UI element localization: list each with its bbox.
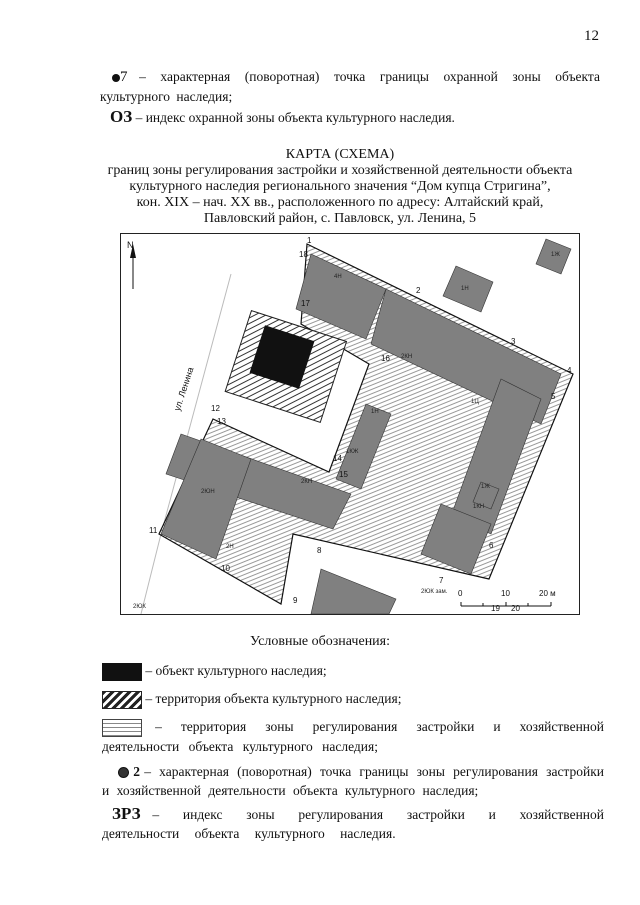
building-label: 1Ц (471, 399, 479, 405)
legend-item-2-text: – территория объекта культурного наследия; (145, 691, 402, 706)
site-map (120, 233, 580, 615)
map-point-label: 7 (439, 576, 444, 585)
building-label: 1КЖ (346, 449, 359, 455)
legend-item-4-text: – характерная (поворотная) точка границы зоны регулирования застройки и хозяйственной деятельности объекта культурного наследия; (102, 764, 605, 798)
scale-label-10: 10 (501, 589, 510, 598)
building-label: 2КН (401, 354, 413, 360)
map-point-label: 8 (317, 546, 322, 555)
map-point-label: 19 (491, 604, 500, 613)
building-label: 2ЮК (133, 604, 146, 610)
map-title (60, 147, 620, 227)
building-label: 1Ж (551, 252, 560, 258)
territory-swatch-icon (102, 691, 142, 709)
map-svg (121, 234, 579, 614)
scale-label-0: 0 (458, 589, 463, 598)
map-point-label: 20 (511, 604, 520, 613)
map-point-label: 3 (511, 337, 516, 346)
north-label: N (127, 240, 134, 250)
point-text: – характерная (поворотная) точка границы охранной зоны объекта культурного наследия; (100, 69, 600, 104)
map-point-label: 12 (211, 404, 220, 413)
map-point-label: 14 (333, 454, 342, 463)
legend-point-number: 2 (133, 764, 140, 779)
legend-item-object (102, 661, 612, 681)
map-point-label: 4 (567, 366, 572, 375)
point-number: 7 (120, 69, 128, 85)
building (311, 569, 396, 614)
oz-index-legend (110, 107, 610, 127)
map-point-label: 13 (217, 417, 226, 426)
building-label: 1КН (473, 504, 485, 510)
map-point-label: 5 (551, 392, 556, 401)
oz-index: ОЗ (110, 107, 133, 126)
title-line-2: границ зоны регулирования застройки и хозяйственной деятельности объекта (107, 163, 573, 178)
building-label: 2КН (301, 479, 313, 485)
building-label: 2ЮК зам. (421, 589, 448, 595)
legend-item-1-text: – объект культурного наследия; (145, 663, 327, 678)
map-point-label: 1 (307, 236, 312, 245)
building-label: 1Н (461, 286, 469, 292)
building-label: 1Ж (481, 484, 490, 490)
map-point-label: 2 (416, 286, 421, 295)
title-line-4: кон. XIX – нач. XX вв., расположенного по адресу: Алтайский край, (136, 195, 544, 210)
legend-item-zrz (102, 804, 604, 843)
oz-point-legend (100, 67, 600, 106)
map-point-label: 9 (293, 596, 298, 605)
oz-text: – индекс охранной зоны объекта культурного наследия. (135, 110, 455, 125)
zone-swatch-icon (102, 719, 142, 737)
map-point-label: 6 (489, 541, 494, 550)
street-label: ул. Ленина (171, 365, 196, 413)
map-point-label: 17 (301, 299, 310, 308)
map-point-label: 10 (221, 564, 230, 573)
map-point-label: 18 (299, 250, 308, 259)
legend-item-zone (102, 717, 604, 756)
map-point-label: 11 (149, 526, 158, 535)
building-label: 2Н (226, 544, 234, 550)
title-line-1: КАРТА (СХЕМА) (285, 147, 395, 162)
building-label: 1Н (371, 409, 379, 415)
point-marker-icon (112, 74, 120, 82)
scale-label-20: 20 м (539, 589, 556, 598)
building-label: 4Н (334, 274, 342, 280)
object-swatch-icon (102, 663, 142, 681)
zrz-index: ЗРЗ (112, 804, 141, 823)
building-label: 2ЮН (201, 489, 215, 495)
page-number: 12 (584, 28, 599, 44)
zrz-text: – индекс зоны регулирования застройки и хозяйственной деятельности объекта культурного наследия. (102, 807, 604, 841)
zone-point-icon (118, 767, 129, 778)
legend-item-territory (102, 689, 612, 709)
title-line-3: культурного наследия регионального значения “Дом купца Стригина”, (129, 179, 551, 194)
legend-title: Условные обозначения: (249, 634, 391, 649)
map-point-label: 15 (339, 470, 348, 479)
map-point-label: 16 (381, 354, 390, 363)
legend-item-3-text: – территория зоны регулирования застройки и хозяйственной деятельности объекта культурного наследия; (102, 719, 605, 754)
legend-item-point (102, 762, 604, 800)
title-line-5: Павловский район, с. Павловск, ул. Ленина, 5 (203, 211, 477, 226)
